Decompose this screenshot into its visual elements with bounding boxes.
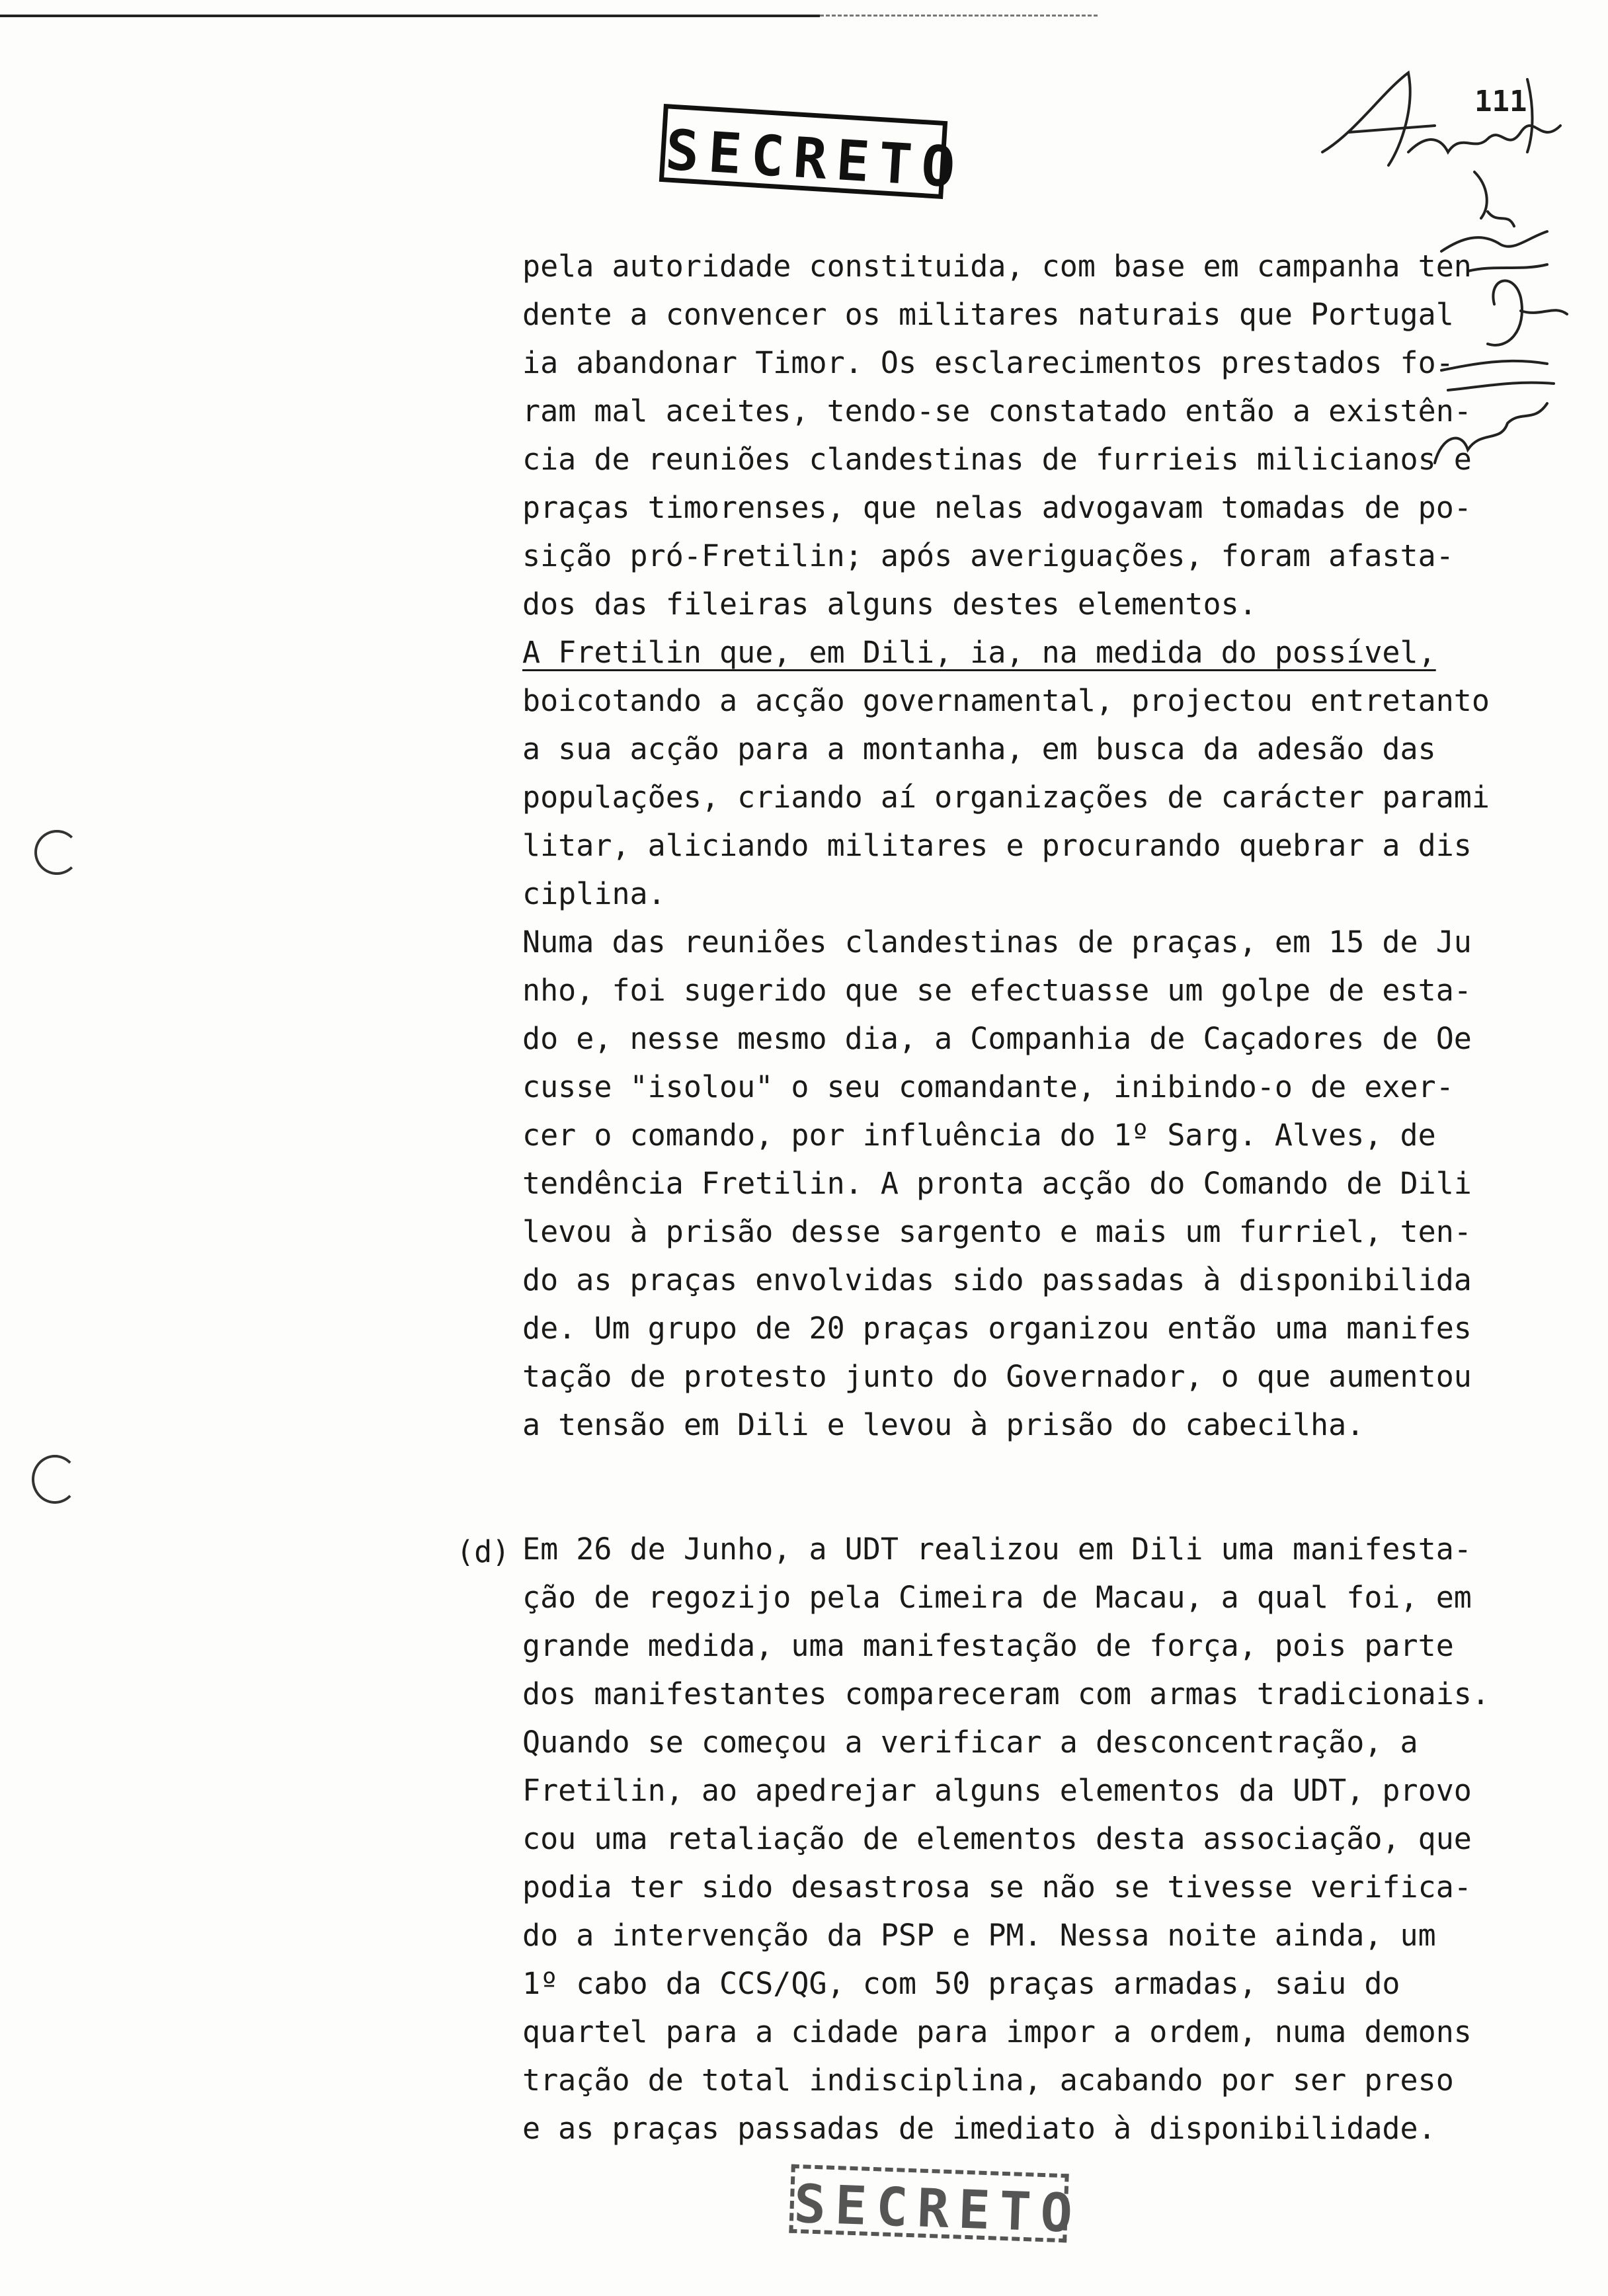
text-line: e as praças passadas de imediato à disponibilidade.: [522, 2111, 1436, 2146]
text-line: nho, foi sugerido que se efectuasse um golpe de esta-: [522, 973, 1472, 1008]
item-label-d: (d): [456, 1534, 510, 1569]
punch-hole-mark: [34, 830, 79, 875]
text-line: boicotando a acção governamental, projectou entretanto: [522, 683, 1490, 718]
top-border-line: [0, 15, 820, 17]
text-line: pela autoridade constituida, com base em campanha ten: [522, 249, 1472, 284]
text-line: podia ter sido desastrosa se não se tivesse verifica-: [522, 1869, 1472, 1905]
text-line: ciplina.: [522, 876, 666, 911]
text-line-underlined: A Fretilin que, em Dili, ia, na medida do possível,: [522, 635, 1436, 670]
text-line: sição pró-Fretilin; após averiguações, foram afasta-: [522, 538, 1454, 573]
text-line: dos das fileiras alguns destes elementos.: [522, 587, 1257, 622]
text-line: quartel para a cidade para impor a ordem, numa demons: [522, 2014, 1472, 2049]
text-line: do a intervenção da PSP e PM. Nessa noite ainda, um: [522, 1918, 1436, 1953]
text-line: tração de total indisciplina, acabando por ser preso: [522, 2063, 1454, 2098]
text-line: ram mal aceites, tendo-se constatado então a existên-: [522, 393, 1472, 429]
text-line: praças timorenses, que nelas advogavam tomadas de po-: [522, 490, 1472, 525]
text-line: de. Um grupo de 20 praças organizou então uma manifes: [522, 1311, 1472, 1346]
text-line: Fretilin, ao apedrejar alguns elementos da UDT, provo: [522, 1773, 1472, 1808]
text-line: litar, aliciando militares e procurando quebrar a dis: [522, 828, 1472, 863]
text-line: do e, nesse mesmo dia, a Companhia de Caçadores de Oe: [522, 1021, 1472, 1056]
text-line: Numa das reuniões clandestinas de praças, em 15 de Ju: [522, 924, 1472, 960]
page-number: 111: [1474, 85, 1527, 118]
text-line: tendência Fretilin. A pronta acção do Comando de Dili: [522, 1166, 1472, 1201]
text-line: Quando se começou a verificar a desconcentração, a: [522, 1725, 1418, 1760]
text-line: cia de reuniões clandestinas de furrieis milicianos e: [522, 442, 1472, 477]
text-line: populações, criando aí organizações de carácter parami: [522, 780, 1490, 815]
text-line: dos manifestantes compareceram com armas tradicionais.: [522, 1676, 1490, 1711]
secreto-stamp-top: SECRETO: [659, 104, 947, 199]
text-line: a tensão em Dili e levou à prisão do cabecilha.: [522, 1407, 1365, 1442]
text-line: tação de protesto junto do Governador, o que aumentou: [522, 1359, 1472, 1394]
text-line: cer o comando, por influência do 1º Sarg. Alves, de: [522, 1118, 1436, 1153]
text-line: ção de regozijo pela Cimeira de Macau, a qual foi, em: [522, 1580, 1472, 1615]
text-line: Em 26 de Junho, a UDT realizou em Dili uma manifesta-: [522, 1532, 1472, 1567]
text-line: cusse "isolou" o seu comandante, inibindo-o de exer-: [522, 1069, 1454, 1104]
punch-hole-mark: [32, 1455, 78, 1504]
text-line: dente a convencer os militares naturais que Portugal: [522, 297, 1454, 332]
text-line: ia abandonar Timor. Os esclarecimentos prestados fo-: [522, 345, 1454, 380]
top-border-dashed: [820, 15, 1098, 17]
secreto-stamp-bottom: SECRETO: [789, 2164, 1068, 2243]
text-line: cou uma retaliação de elementos desta associação, que: [522, 1821, 1472, 1856]
text-line: grande medida, uma manifestação de força, pois parte: [522, 1628, 1454, 1663]
text-line: 1º cabo da CCS/QG, com 50 praças armadas, saiu do: [522, 1966, 1400, 2001]
text-line: a sua acção para a montanha, em busca da adesão das: [522, 731, 1436, 766]
text-line: levou à prisão desse sargento e mais um furriel, ten-: [522, 1214, 1472, 1249]
text-line: do as praças envolvidas sido passadas à disponibilida: [522, 1262, 1472, 1297]
